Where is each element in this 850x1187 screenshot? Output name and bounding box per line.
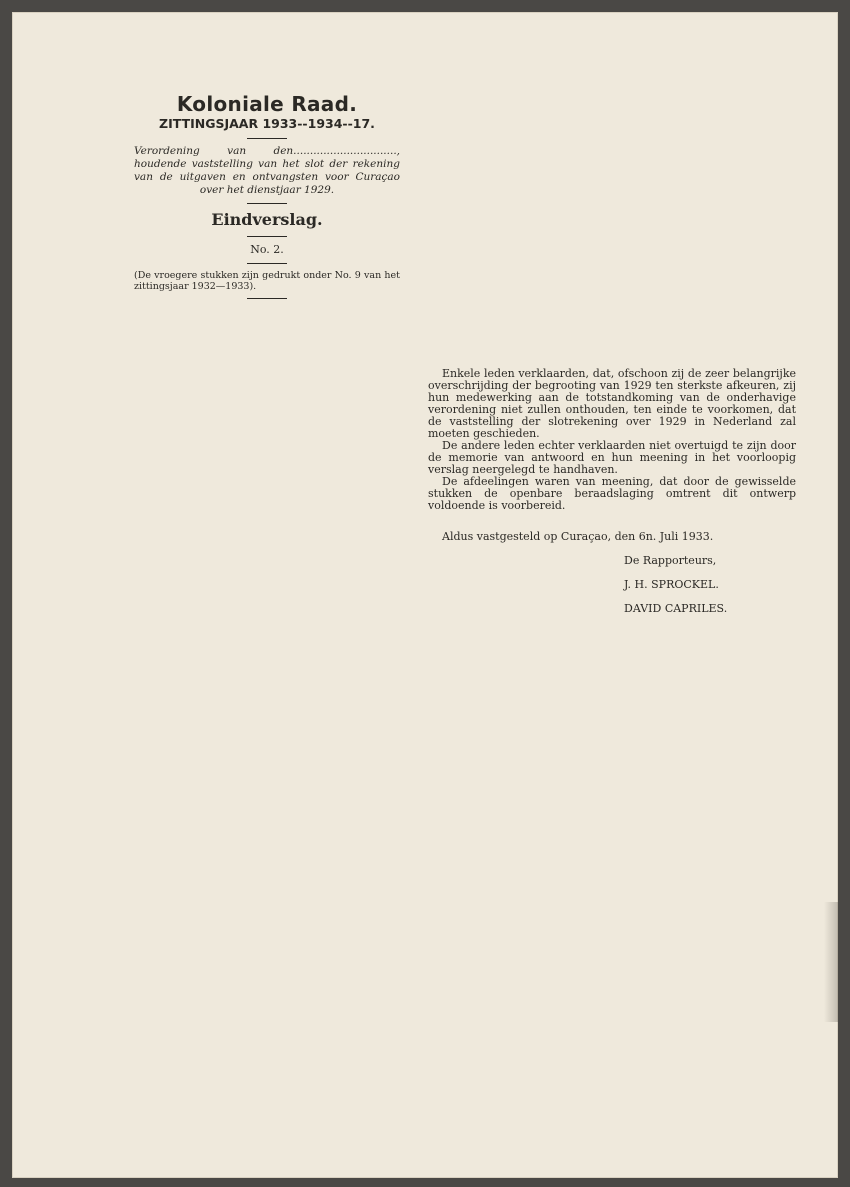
previous-documents-note: (De vroegere stukken zijn gedrukt onder No. 9 van het zittingsjaar 1932—1933). — [134, 270, 400, 292]
report-body — [428, 368, 796, 626]
divider — [247, 236, 287, 237]
report-title: Eindverslag. — [211, 210, 323, 229]
closing-line: Aldus vastgesteld op Curaçao, den 6n. Juli 1933. — [442, 530, 714, 543]
council-title: Koloniale Raad. — [176, 92, 358, 116]
paper-edge-wear — [824, 902, 838, 1022]
ordinance-subject: Verordening van den..............................., houdende vaststelling van het slot der rekening van de uitgaven en ontvangsten voor Curaçao over het dienstjaar 1929. — [134, 145, 400, 196]
rapporteurs-label: De Rapporteurs, — [624, 554, 717, 567]
divider — [247, 138, 287, 139]
divider — [247, 298, 287, 299]
body-paragraph: Enkele leden verklaarden, dat, ofschoon zij de zeer belangrijke overschrijding der begrooting van 1929 ten sterkste afkeuren, zij hun medewerking aan de totstandkoming van de onderhavige verordening niet zullen onthouden, ten einde te voorkomen, dat de vaststelling der slotrekening over 1929 in Nederland zal moeten geschieden. — [428, 367, 796, 440]
signature-block — [428, 554, 796, 616]
body-paragraph: De andere leden echter verklaarden niet overtuigd te zijn door de memorie van antwoord en hun meening in het voorloopig verslag neergelegd te handhaven. — [428, 439, 796, 476]
document-header — [132, 92, 402, 305]
body-paragraph: De afdeelingen waren van meening, dat door de gewisselde stukken de openbare beraadslaging omtrent dit ontwerp voldoende is voorbereid. — [428, 475, 796, 512]
document-page — [12, 12, 838, 1178]
divider — [247, 263, 287, 264]
document-number: No. 2. — [250, 243, 284, 256]
signatory-name: J. H. SPROCKEL. — [624, 578, 719, 591]
divider — [247, 203, 287, 204]
signatory-name: DAVID CAPRILES. — [624, 602, 728, 615]
session-year: ZITTINGSJAAR 1933--1934--17. — [159, 116, 375, 131]
